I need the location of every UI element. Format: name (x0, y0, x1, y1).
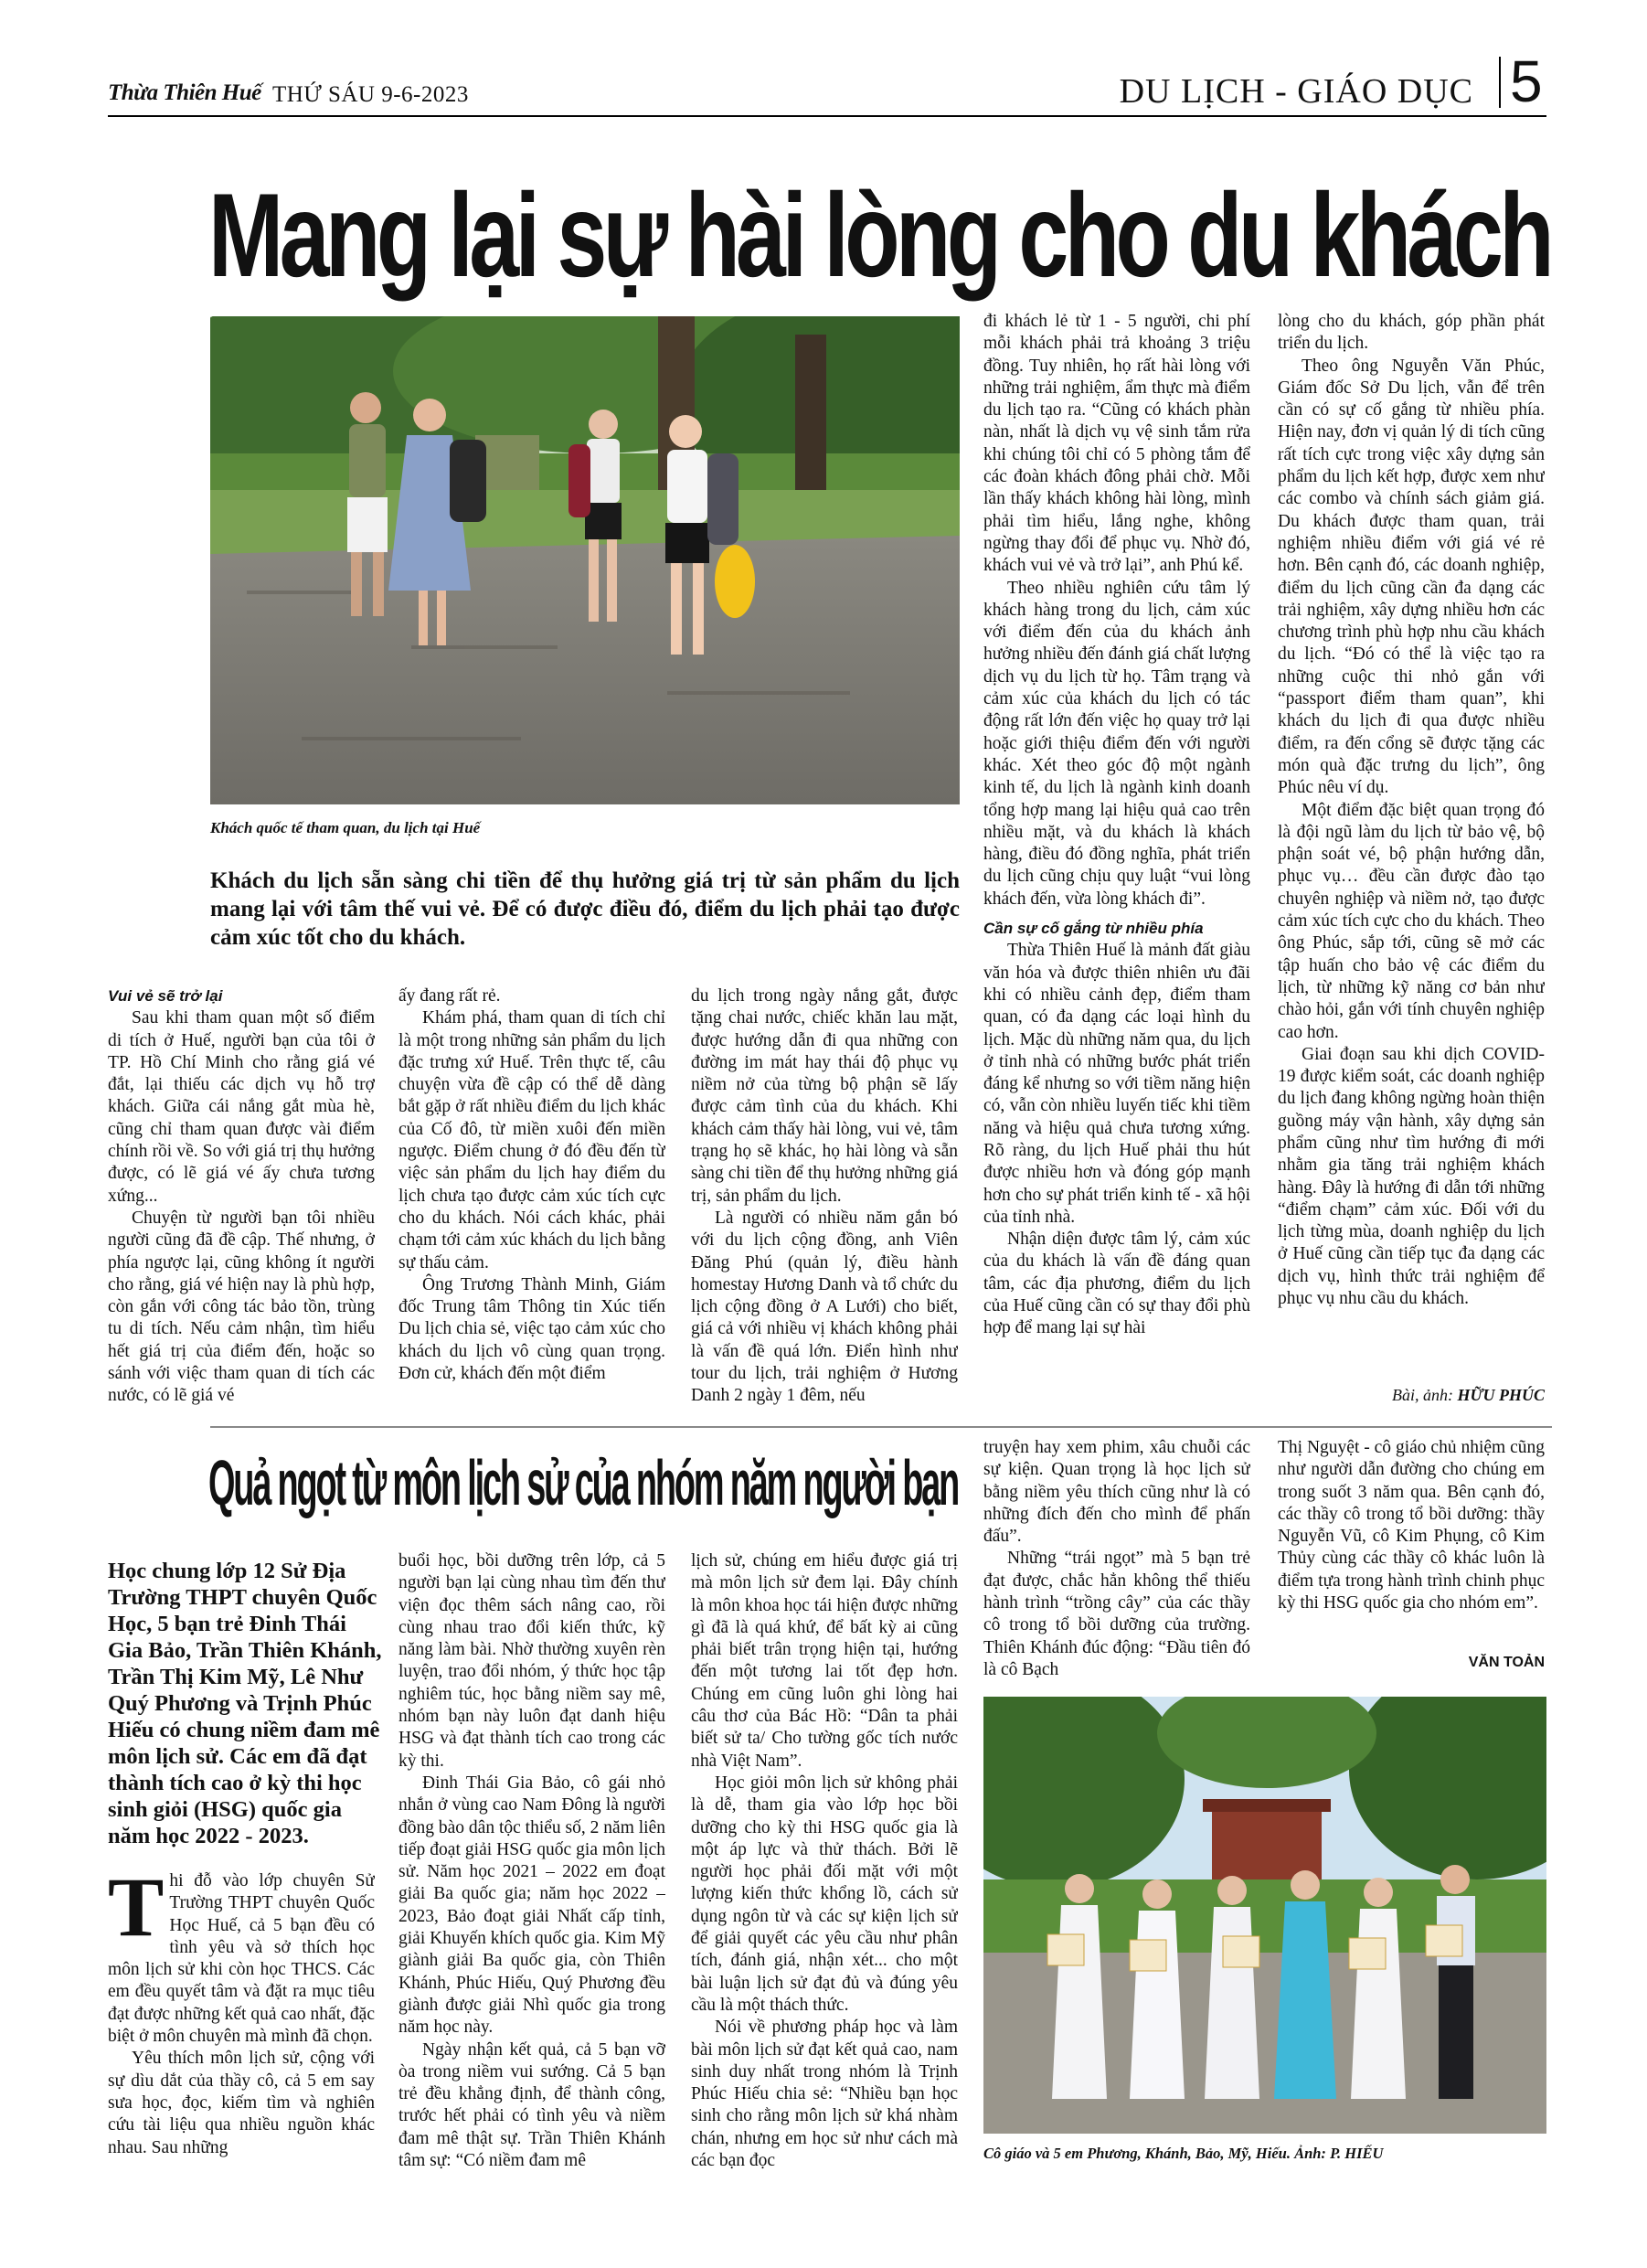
article1-headline: Mang lại sự hài lòng cho du khách (208, 168, 1551, 302)
paragraph: lịch sử, chúng em hiểu được giá trị mà môn lịch sử đem lại. Đây chính là môn khoa học tái hiện được những gì đã là quá khứ, để bất kỳ ai cũng phải biết trân trọng hiện tại, hướng đến một tương lai tốt đẹp hơn. Chúng em cũng luôn ghi lòng hai câu thơ của Bác Hồ: “Dân ta phải biết sử ta/ Cho tường gốc tích nước nhà Việt Nam”. (691, 1551, 958, 1771)
paragraph: buổi học, bồi dưỡng trên lớp, cả 5 người bạn lại cùng nhau tìm đến thư viện đọc thêm sách nâng cao, rồi cùng nhau trao đổi kiến thức, kỹ năng làm bài. Nhờ thường xuyên rèn luyện, trao đổi nhóm, ý thức học tập nghiêm túc, học bằng niềm say mê, nhóm bạn này luôn đạt danh hiệu HSG và đạt thành tích cao trong các kỳ thi. (398, 1551, 665, 1771)
article1-column-1 (108, 985, 375, 1415)
article2-column-5 (1278, 1437, 1545, 1647)
article2-headline: Quả ngọt từ môn lịch sử của nhóm năm người bạn (208, 1447, 959, 1518)
paragraph-text: hi đỗ vào lớp chuyên Sử Trường THPT chuyên Quốc Học Huế, cả 5 bạn đều có tình yêu và sở thích học môn lịch sử khi còn học THCS. Các em đều quyết tâm và đặt ra mục tiêu đạt được những kết quả cao nhất, đặc biệt ở môn chuyên mà mình đã chọn. (108, 1871, 375, 2047)
newspaper-name: Thừa Thiên Huế (108, 80, 261, 105)
article2-sapo: Học chung lớp 12 Sử Địa Trường THPT chuyên Quốc Học, 5 bạn trẻ Đinh Thái Gia Bảo, Trần Thiên Khánh, Trần Thị Kim Mỹ, Lê Như Quý Phương và Trịnh Phúc Hiếu có chung niềm đam mê môn lịch sử. Các em đã đạt thành tích cao ở kỳ thi học sinh giỏi (HSG) quốc gia năm học 2022 - 2023. (108, 1559, 382, 1848)
drop-cap: T (108, 1870, 165, 1954)
paragraph: Đinh Thái Gia Bảo, cô gái nhỏ nhắn ở vùng cao Nam Đông là người đồng bào dân tộc thiểu số, 2 năm liên tiếp đoạt giải HSG quốc gia môn lịch sử. Năm học 2021 – 2022 em đoạt giải Ba quốc gia; năm học 2022 – 2023, Bảo đoạt giải Nhất cấp tỉnh, giải Khuyến khích quốc gia. Kim Mỹ giành giải Ba quốc gia, còn Thiên Khánh, Phúc Hiếu, Quý Phương đều giành được giải Nhì quốc gia trong năm học này. (398, 1773, 665, 2038)
paragraph: Thừa Thiên Huế là mảnh đất giàu văn hóa và được thiên nhiên ưu đãi khi có nhiều cảnh đẹp, điểm tham quan, có đa dạng các loại hình du lịch. Mặc dù những năm qua, du lịch ở tỉnh nhà có những bước phát triển đáng kể nhưng so với tiềm năng hiện có, vẫn còn nhiều luyến tiếc khi tiềm năng và hiệu quả chưa tương xứng. Rõ ràng, du lịch Huế phải thu hút được nhiều hơn và đóng góp mạnh hơn cho sự phát triển kinh tế - xã hội của tỉnh nhà. (983, 941, 1250, 1227)
caption-text: Cô giáo và 5 em Phương, Khánh, Bảo, Mỹ, Hiếu. Ảnh: (983, 2145, 1326, 2162)
article2-column-4 (983, 1437, 1250, 1684)
paragraph: Khám phá, tham quan di tích chỉ là một trong những sản phẩm du lịch đặc trưng xứ Huế. Trên thực tế, câu chuyện vừa đề cập có thể dễ dàng bắt gặp ở rất nhiều điểm du lịch khác của Cố đô, từ miền xuôi đến miền ngược. Điểm chung ở đó đều đến từ việc sản phẩm du lịch hay điểm du lịch chưa tạo được cảm xúc tích cực cho du khách. Nói cách khác, phải chạm tới cảm xúc khách du lịch bằng sự thấu cảm. (398, 1008, 665, 1272)
article1-column-2 (398, 985, 665, 1415)
section-title: DU LỊCH - GIÁO DỤC (1119, 72, 1473, 111)
paragraph: du lịch trong ngày nắng gắt, được tặng chai nước, chiếc khăn lau mặt, được hướng dẫn đi qua những con đường im mát hay thái độ phục vụ niềm nở của từng bộ phận sẽ lấy được cảm tình của du khách. Khi khách cảm thấy hài lòng, vui vẻ, tâm trạng họ sẽ khác, họ hài lòng và sẵn sàng chi tiền để thụ hưởng những giá trị, sản phẩm du lịch. (691, 986, 958, 1206)
issue-date: THỨ SÁU 9-6-2023 (272, 82, 469, 107)
byline-author: HỮU PHÚC (1457, 1386, 1545, 1404)
article1-photo-caption: Khách quốc tế tham quan, du lịch tại Huế (210, 819, 481, 836)
article1-column-5 (1278, 311, 1545, 1380)
article2-column-2 (398, 1550, 665, 2199)
paragraph: Học giỏi môn lịch sử không phải là dễ, tham gia vào lớp học bồi dưỡng cho kỳ thi HSG quốc gia là một áp lực và thử thách. Bởi lẽ người học phải đối mặt với một lượng kiến thức khổng lồ, cách sử dụng ngôn từ và các sự kiện lịch sử để giải quyết các yêu cầu như phân tích, đánh giá, nhận xét... cho một bài luận lịch sử đạt đủ và đúng yêu cầu là một thách thức. (691, 1773, 958, 2015)
paragraph: Giai đoạn sau khi dịch COVID-19 được kiểm soát, các doanh nghiệp du lịch đang không ngừng hoàn thiện guồng máy vận hành, xây dựng sản phẩm cũng như tìm hướng đi mới nhằm gia tăng trải nghiệm khách hàng. Đây là hướng đi dẫn tới những “điểm chạm” cảm xúc. Đối với du lịch từng mùa, doanh nghiệp du lịch ở Huế cũng cần tiếp tục đa dạng các dịch vụ, hình thức trải nghiệm để phục vụ nhu cầu du khách. (1278, 1044, 1545, 1309)
paragraph: Thị Nguyệt - cô giáo chủ nhiệm cũng như người dẫn đường cho chúng em trong suốt 3 năm qua. Bên cạnh đó, các thầy cô trong tổ bồi dưỡng: thầy Nguyễn Vũ, cô Kim Phụng, cô Kim Thủy cùng các thầy cô khác luôn là điểm tựa trong hành trình chinh phục kỳ thi HSG quốc gia cho nhóm em”. (1278, 1438, 1545, 1613)
paragraph: Theo ông Nguyễn Văn Phúc, Giám đốc Sở Du lịch, vẫn để trên cần có sự cố gắng từ nhiều phía. Hiện nay, đơn vị quản lý di tích cũng rất tích cực trong việc xây dựng sản phẩm du lịch kết hợp, được xem như các combo và chính sách giảm giá. Du khách được tham quan, trải nghiệm nhiều điểm với giá vé rẻ hơn. Bên cạnh đó, các doanh nghiệp, điểm du lịch cũng cần đa dạng các trải nghiệm, xây dựng nhiều hơn các chương trình phù hợp nhu cầu khách du lịch. “Đó có thể là việc tạo ra những cuộc thi nhỏ gắn với “passport điểm tham quan”, khi khách du lịch đi qua được nhiều điểm, ra đến cổng sẽ được tặng các món quà đặc trưng du lịch”, ông Phúc nêu ví dụ. (1278, 356, 1545, 798)
article-separator (210, 1426, 1552, 1428)
header-rule (108, 115, 1546, 117)
paragraph: ấy đang rất rẻ. (398, 986, 501, 1006)
article2-column-3 (691, 1550, 958, 2199)
paragraph: Ông Trương Thành Minh, Giám đốc Trung tâm Thông tin Xúc tiến Du lịch chia sẻ, việc tạo cảm xúc cho khách du lịch vô cùng quan trọng. Đơn cử, khách đến một điểm (398, 1274, 665, 1384)
paragraph: đi khách lẻ từ 1 - 5 người, chi phí mỗi khách phải trả khoảng 3 triệu đồng. Tuy nhiên, họ rất hài lòng với những trải nghiệm, ẩm thực mà điểm du lịch tạo ra. “Cũng có khách phàn nàn, nhất là dịch vụ vệ sinh tắm rửa khi chúng tôi chỉ có 5 phòng tắm để các đoàn khách đông phải chờ. Mỗi lần thấy khách không hài lòng, mình phải tìm hiểu, lắng nghe, không ngừng thay đổi để phục vụ. Nhờ đó, khách vui vẻ và trở lại”, anh Phú kể. (983, 312, 1250, 576)
article1-subhead-1: Vui vẻ sẽ trở lại (108, 987, 223, 1005)
article1-column-4 (983, 311, 1250, 1417)
paragraph: Những “trái ngọt” mà 5 bạn trẻ đạt được, chắc hẳn không thể thiếu hành trình “trồng cây” của các thầy cô trong tổ bồi dưỡng của trường. Thiên Khánh đúc động: “Đầu tiên đó là cô Bạch (983, 1549, 1250, 1679)
article1-photo (210, 316, 960, 804)
article1-subhead-2: Cần sự cố gắng từ nhiều phía (983, 920, 1204, 938)
header-divider (1499, 57, 1501, 108)
article2-photo-caption (983, 2145, 1383, 2163)
byline-prefix: Bài, ảnh: (1392, 1386, 1454, 1404)
paragraph: Là người có nhiều năm gắn bó với du lịch cộng đồng, anh Viên Đăng Phú (quản lý, điều hành homestay Hương Danh và tổ chức du lịch cộng đồng ở A Lưới) cho biết, giá cả với nhiều vị khách không phải là vấn đề quá lớn. Điển hình như tour du lịch, trải nghiệm ở Hương Danh 2 ngày 1 đêm, nếu (691, 1208, 958, 1406)
paragraph: Nói về phương pháp học và làm bài môn lịch sử đạt kết quả cao, nam sinh duy nhất trong nhóm là Trịnh Phúc Hiếu chia sẻ: “Nhiều bạn học sinh cho rằng môn lịch sử khá nhàm chán, nhưng em học sử như cách mà các bạn đọc (691, 2018, 958, 2171)
paragraph: lòng cho du khách, góp phần phát triển du lịch. (1278, 312, 1545, 354)
paragraph: Sau khi tham quan một số điểm di tích ở Huế, người bạn của tôi ở TP. Hồ Chí Minh cho rằng giá vé đắt, lại thiếu các dịch vụ hỗ trợ khách. Giữa cái nắng gắt mùa hè, cũng chỉ tham quan được vài điểm chính rồi về. So với giá trị thụ hưởng được, có lẽ giá vé ấy chưa tương xứng... (108, 1008, 375, 1206)
article2-photo (983, 1697, 1546, 2134)
paragraph: Một điểm đặc biệt quan trọng đó là đội ngũ làm du lịch từ bảo vệ, bộ phận soát vé, bộ phận hướng dẫn, phục vụ… đều cần được đào tạo chuyên nghiệp và niềm nở, tạo được cảm xúc tích cực cho du khách. Theo ông Phúc, sắp tới, cũng sẽ mở các tập huấn cho bảo vệ các điểm du lịch, từ những kỹ năng cơ bản như chào hỏi, gắn với tính chuyên nghiệp cao hơn. (1278, 800, 1545, 1042)
article1-column-3 (691, 985, 958, 1415)
page-number: 5 (1510, 48, 1543, 114)
paragraph (108, 1870, 375, 2048)
paragraph: Theo nhiều nghiên cứu tâm lý khách hàng trong du lịch, cảm xúc với điểm đến của du khách ảnh hưởng nhiều đến đánh giá chất lượng dịch vụ du lịch từ họ. Tâm trạng và cảm xúc của khách du lịch có tác động rất lớn đến việc họ quay trở lại hoặc giới thiệu điểm đến với người khác. Xét theo góc độ một ngành kinh tế, du lịch là ngành kinh doanh tổng hợp mang lại hiệu quả cao trên nhiều mặt, và du khách là khách hàng, điều đó đồng nghĩa, phát triển du lịch cũng chịu quy luật “vui lòng khách đến, vừa lòng khách đi”. (983, 578, 1250, 909)
paragraph: Chuyện từ người bạn tôi nhiều người cũng đã đề cập. Thế nhưng, ở phía ngược lại, cũng không ít người cho rằng, giá vé hiện nay là phù hợp, còn gắn với công tác bảo tồn, trùng tu di tích. Nếu cảm nhận, tìm hiểu hết giá trị của điểm đến, hoặc so sánh với việc tham quan di tích các nước, có lẽ giá vé (108, 1208, 375, 1406)
paragraph: Yêu thích môn lịch sử, cộng với sự dìu dắt của thầy cô, cả 5 em say sưa học, đọc, kiếm tìm và nghiên cứu tài liệu qua nhiều nguồn khác nhau. Sau những (108, 2049, 375, 2157)
article1-sapo: Khách du lịch sẵn sàng chi tiền để thụ hưởng giá trị từ sản phẩm du lịch mang lại với tâm thế vui vẻ. Để có được điều đó, điểm du lịch phải tạo được cảm xúc tốt cho du khách. (210, 868, 960, 950)
paragraph: truyện hay xem phim, xâu chuỗi các sự kiện. Quan trọng là học lịch sử bằng niềm yêu thích cũng như là có những đích đến cho mình để phấn đấu”. (983, 1438, 1250, 1547)
paragraph: Ngày nhận kết quả, cả 5 bạn vỡ òa trong niềm vui sướng. Cả 5 bạn trẻ đều khẳng định, để thành công, trước hết phải có tình yêu và niềm đam mê thật sự. Trần Thiên Khánh tâm sự: “Có niềm đam mê (398, 2039, 665, 2171)
article2-column-1 (108, 1870, 375, 2199)
paragraph: Nhận diện được tâm lý, cảm xúc của du khách là vấn đề đáng quan tâm, các địa phương, điểm du lịch của Huế cũng cần có sự thay đổi phù hợp để mang lại sự hài (983, 1230, 1250, 1338)
article1-byline (1392, 1386, 1545, 1405)
article2-byline: VĂN TOẢN (1468, 1655, 1545, 1670)
photo-credit: P. HIẾU (1330, 2145, 1384, 2162)
